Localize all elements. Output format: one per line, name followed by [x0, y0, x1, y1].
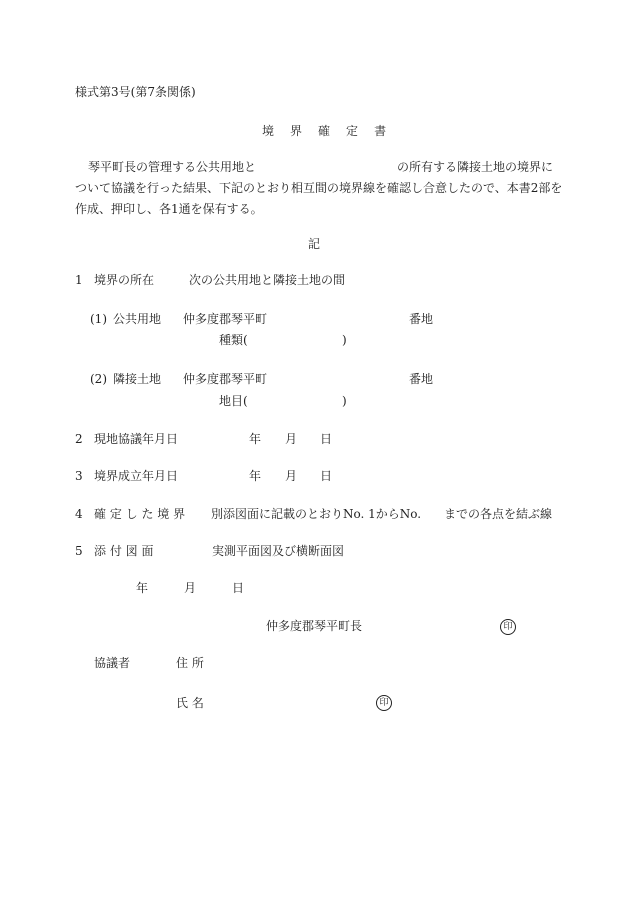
item1-sub1-banchi: 番地 — [409, 312, 434, 326]
mayor-label: 仲多度郡琴平町長 — [266, 619, 363, 633]
item2-month: 月 — [285, 432, 298, 446]
item3-day: 日 — [320, 469, 333, 483]
item4-value-b: までの各点を結ぶ線 — [444, 507, 553, 521]
item5-label: 添 付 図 面 — [94, 544, 154, 558]
intro-line1-b: の所有する隣接土地の境界に — [397, 160, 554, 174]
item5-number: 5 — [75, 544, 83, 558]
item2-label: 現地協議年月日 — [94, 432, 179, 446]
item1-sub2-label: 隣接土地 — [113, 372, 162, 386]
item5-value: 実測平面図及び横断面図 — [212, 544, 345, 558]
item3-month: 月 — [285, 469, 298, 483]
item1-sub1-location: 仲多度郡琴平町 — [183, 312, 268, 326]
item1-value: 次の公共用地と隣接土地の間 — [189, 273, 346, 287]
item1-sub2-location: 仲多度郡琴平町 — [183, 372, 268, 386]
item4-value-a: 別添図面に記載のとおりNo. 1からNo. — [211, 507, 422, 521]
item4-label: 確 定 し た 境 界 — [94, 507, 186, 521]
date-day: 日 — [232, 581, 245, 595]
item2-day: 日 — [320, 432, 333, 446]
item3-year: 年 — [249, 469, 262, 483]
item1-sub1-number: (1) — [90, 312, 107, 326]
document-title — [262, 125, 386, 137]
item1-sub2-kind-close: ) — [342, 394, 347, 408]
intro-line3: 作成、押印し、各1通を保有する。 — [75, 202, 263, 216]
item1-sub2-number: (2) — [90, 372, 107, 386]
item4-number: 4 — [75, 507, 83, 521]
ki-heading: 記 — [308, 237, 321, 251]
item1-sub1-label: 公共用地 — [113, 312, 162, 326]
item3-number: 3 — [75, 469, 83, 483]
item1-sub2-kind-label: 地目( — [219, 394, 248, 408]
title-char: 確 — [318, 124, 331, 138]
date-month: 月 — [184, 581, 197, 595]
item3-label: 境界成立年月日 — [94, 469, 179, 483]
form-number: 様式第3号(第7条関係) — [75, 85, 196, 99]
intro-line2: ついて協議を行った結果、下記のとおり相互間の境界線を確認し合意したので、本書2部を — [75, 181, 563, 195]
item1-sub1-kind-close: ) — [342, 333, 347, 347]
intro-line1-a: 琴平町長の管理する公共用地と — [88, 160, 257, 174]
item1-sub1-kind-label: 種類( — [219, 333, 248, 347]
item1-sub2-banchi: 番地 — [409, 372, 434, 386]
title-char: 定 — [346, 124, 359, 138]
name-label: 氏 名 — [176, 696, 204, 710]
item1-label: 境界の所在 — [94, 273, 155, 287]
item2-number: 2 — [75, 432, 83, 446]
title-char: 書 — [374, 124, 387, 138]
party-label: 協議者 — [94, 656, 131, 670]
item2-year: 年 — [249, 432, 262, 446]
item1-number: 1 — [75, 273, 83, 287]
title-char: 界 — [290, 124, 303, 138]
date-year: 年 — [136, 581, 149, 595]
seal-mark: 印 — [376, 695, 392, 711]
address-label: 住 所 — [176, 656, 204, 670]
title-char: 境 — [262, 124, 275, 138]
seal-mark: 印 — [500, 619, 516, 635]
